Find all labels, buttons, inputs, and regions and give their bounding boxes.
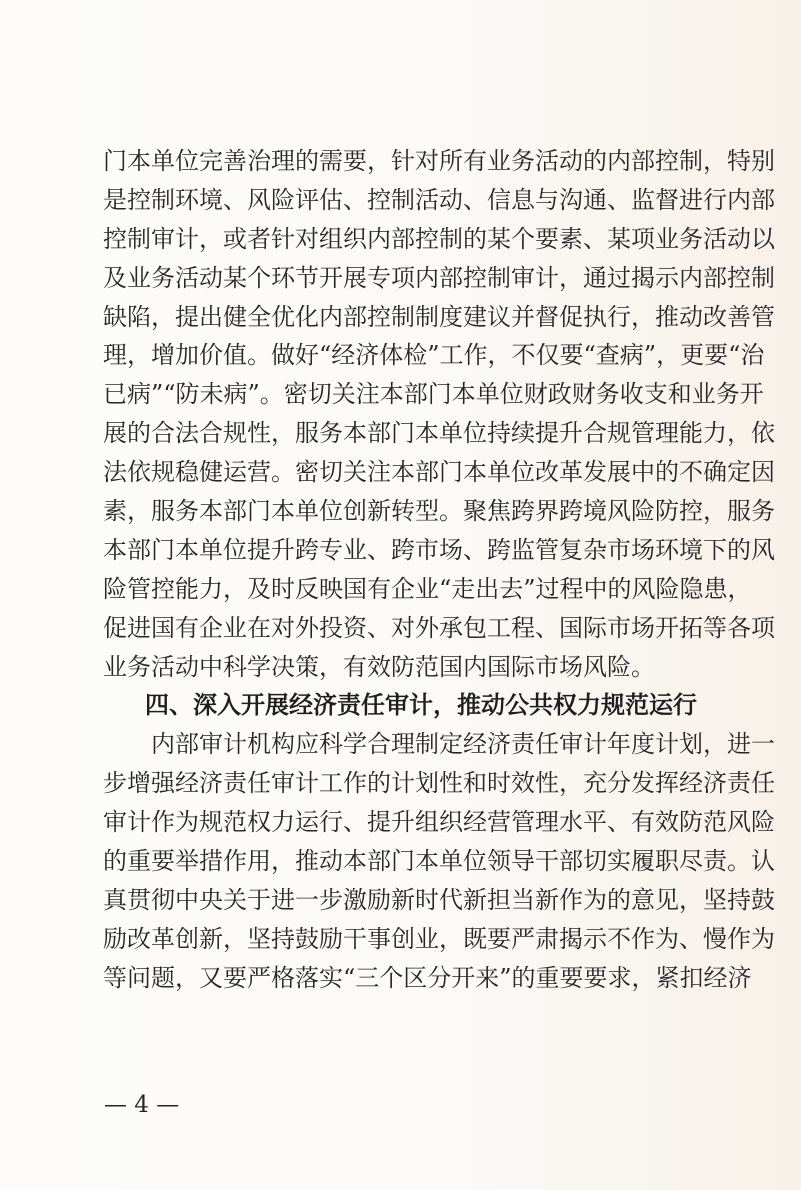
text-line: 业务活动中科学决策，有效防范国内国际市场风险。 (103, 652, 655, 681)
text-line: 已病”“防未病”。密切关注本部门本单位财政财务收支和业务开 (103, 380, 764, 409)
text-line: 本部门本单位提升跨专业、跨市场、跨监管复杂市场环境下的风 (103, 535, 775, 564)
text-line: 内部审计机构应科学合理制定经济责任审计年度计划，进一 (151, 730, 775, 759)
text-line: 真贯彻中央关于进一步激励新时代新担当新作为的意见，坚持鼓 (103, 885, 775, 914)
text-line: 是控制环境、风险评估、控制活动、信息与沟通、监督进行内部 (103, 185, 775, 214)
text-line: 法依规稳健运营。密切关注本部门本单位改革发展中的不确定因 (103, 458, 775, 487)
text-line: 门本单位完善治理的需要，针对所有业务活动的内部控制，特别 (103, 147, 775, 175)
text-line: 审计作为规范权力运行、提升组织经营管理水平、有效防范风险 (103, 808, 775, 837)
text-line: 促进国有企业在对外投资、对外承包工程、国际市场开拓等各项 (103, 613, 775, 642)
page-number: — 4 — (104, 1092, 180, 1118)
document-body (103, 142, 775, 998)
text-line: 缺陷，提出健全优化内部控制制度建议并督促执行，推动改善管 (103, 302, 775, 331)
text-line: 等问题，又要严格落实“三个区分开来”的重要要求，紧扣经济 (103, 963, 752, 992)
text-line: 及业务活动某个环节开展专项内部控制审计，通过揭示内部控制 (103, 263, 775, 292)
text-line: 险管控能力，及时反映国有企业“走出去”过程中的风险隐患， (103, 574, 752, 603)
text-line: 励改革创新，坚持鼓励干事创业，既要严肃揭示不作为、慢作为 (103, 924, 775, 953)
text-line: 理，增加价值。做好“经济体检”工作，不仅要“查病”，更要“治 (103, 341, 765, 370)
text-line: 素，服务本部门本单位创新转型。聚焦跨界跨境风险防控，服务 (103, 497, 775, 526)
section-heading: 四、深入开展经济责任审计，推动公共权力规范运行 (145, 691, 697, 720)
text-line: 步增强经济责任审计工作的计划性和时效性，充分发挥经济责任 (103, 769, 775, 798)
text-line: 展的合法合规性，服务本部门本单位持续提升合规管理能力，依 (103, 419, 775, 448)
text-line: 的重要举措作用，推动本部门本单位领导干部切实履职尽责。认 (103, 847, 775, 876)
text-line: 控制审计，或者针对组织内部控制的某个要素、某项业务活动以 (103, 224, 775, 253)
